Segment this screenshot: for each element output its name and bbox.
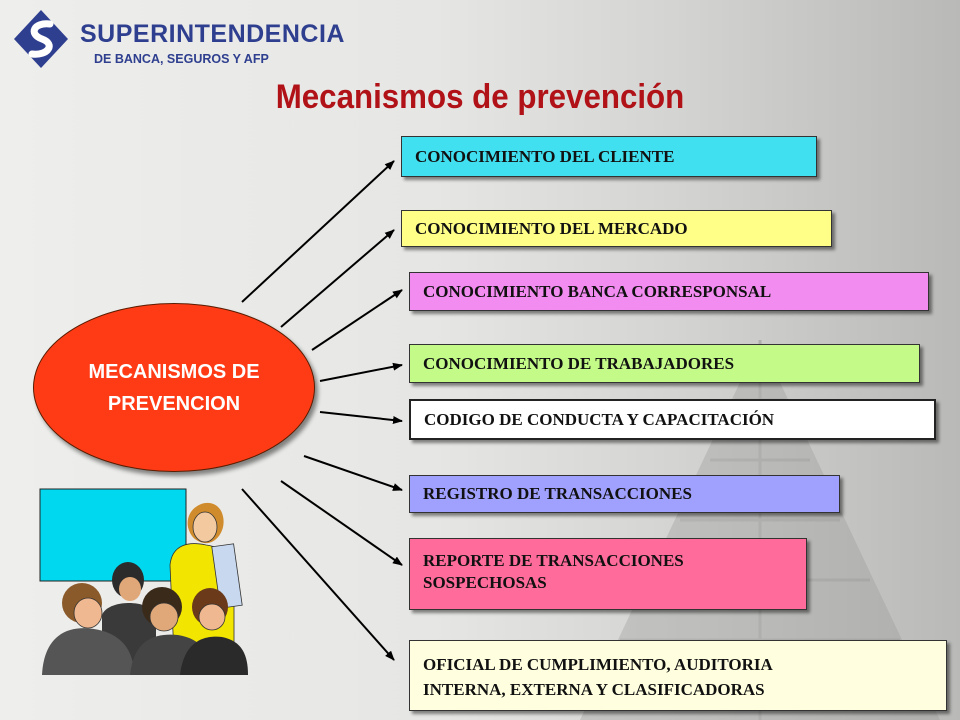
box-conocimiento-mercado [401,210,832,247]
arrow-1 [242,161,394,302]
logo-title: SUPERINTENDENCIA [80,20,345,48]
arrow-5 [320,412,402,421]
box-label: OFICIAL DE CUMPLIMIENTO, AUDITORIA INTERNA, EXTERNA Y CLASIFICADORAS [423,655,773,699]
box-reporte-transacciones [409,538,807,610]
box-oficial-cumplimiento [409,640,947,711]
box-banca-corresponsal [409,272,929,311]
box-label: REGISTRO DE TRANSACCIONES [423,484,692,503]
box-label: CONOCIMIENTO BANCA CORRESPONSAL [423,281,772,301]
box-label: CONOCIMIENTO DEL MERCADO [415,218,688,238]
arrow-8 [242,489,394,660]
arrow-2 [281,230,394,327]
center-line-1: MECANISMOS DE [88,360,260,383]
page-title: Mecanismos de prevención [275,78,685,116]
box-label: CODIGO DE CONDUCTA Y CAPACITACIÓN [424,409,775,429]
arrow-4 [320,365,402,381]
box-codigo-conducta [409,399,936,440]
box-label: CONOCIMIENTO DE TRABAJADORES [423,353,735,373]
box-label: REPORTE DE TRANSACCIONES SOSPECHOSAS [423,551,684,592]
logo-subtitle: DE BANCA, SEGUROS Y AFP [94,52,269,66]
box-registro-transacciones [409,475,840,513]
presentation-clipart-image [38,485,250,675]
box-conocimiento-cliente [401,136,817,177]
center-line-2: PREVENCION [107,392,241,415]
center-node-mecanismos [33,303,315,472]
box-conocimiento-trabajadores [409,344,920,383]
arrow-3 [312,290,402,350]
arrow-6 [304,456,402,490]
box-label: CONOCIMIENTO DEL CLIENTE [415,146,675,166]
